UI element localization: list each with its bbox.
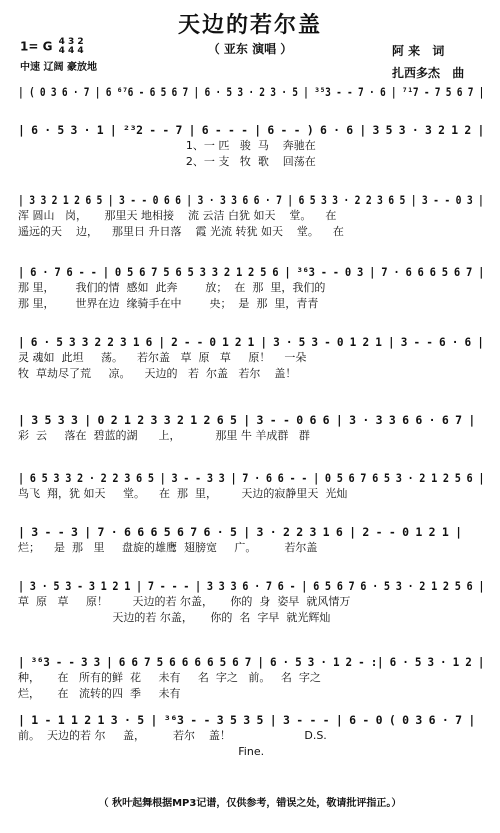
lyric-line: 彩 云 落在 碧蓝的湖 上， 那里 牛 羊成群 群 <box>18 429 310 442</box>
score-system <box>18 654 484 702</box>
score-system <box>18 122 484 170</box>
lyric-line: 牧 草劫尽了荒 凉。 天边的 若 尔盖 若尔 盖！ <box>18 367 297 380</box>
lyric-line: 前。 天边的若 尔 盖， 若尔 盖！ D.S. <box>18 729 327 742</box>
key-label: 1= G <box>20 39 53 54</box>
score-system <box>18 712 484 760</box>
lyric-line: 烂， 在 流转的四 季 未有 <box>18 687 181 700</box>
score-system <box>18 192 484 240</box>
composer-credit <box>392 62 464 84</box>
time-signature-top: 4 3 2 <box>58 37 84 47</box>
lyric-line: 草 原 草 原！ 天边的若 尔盖， 你的 身 姿早 就风情万 <box>18 595 351 608</box>
score-system <box>18 84 484 100</box>
lyricist-name: 阿 来 <box>392 44 421 58</box>
notation-line: | 6 · 5 3 3 2 2 3 1 6 | 2 - - 0 1 2 1 | 3 · 5 3 - 0 1 2 1 | 3 - - 6 · 6 | <box>18 335 484 349</box>
notation-line: | ( 0 3 6 · 7 | 6 ⁶⁷6 - 6 5 6 7 | 6 · 5 3 · 2 3 · 5 | ³⁵3 - - 7 · 6 | ⁷¹7 - 7 5 6 7 | <box>18 85 485 99</box>
lyric-line: Fine. <box>18 745 265 758</box>
score-system <box>18 524 484 556</box>
notation-line: | ³⁶3 - - 3 3 | 6 6 7 5 6 6 6 6 5 6 7 | 6 · 5 3 · 1 2 - :| 6 · 5 3 · 1 2 | <box>18 655 485 669</box>
notation-line: | 3 - - 3 | 7 · 6 6 6 5 6 7 6 · 5 | 3 · 2 2 3 1 6 | 2 - - 0 1 2 1 | <box>18 525 462 539</box>
score-system <box>18 412 484 444</box>
lyric-line: 天边的若 尔盖， 你的 名 字早 就光辉灿 <box>18 611 331 624</box>
tempo-marking: 中速 辽阔 豪放地 <box>20 62 97 73</box>
lyric-line: 种， 在 所有的鲜 花 未有 名 字之 前。 名 字之 <box>18 671 321 684</box>
lyric-line: 鸟飞 翔，犹 如天 堂。 在 那 里， 天边的寂静里天 光灿 <box>18 487 348 500</box>
lyric-line: 那 里， 世界在边 缘骑手在中 央； 是 那 里，青青 <box>18 297 319 310</box>
notation-line: | 6 · 5 3 · 1 | ²³2 - - 7 | 6 - - - | 6 - - ) 6 · 6 | 3 5 3 · 3 2 1 2 | <box>18 123 485 137</box>
score-system <box>18 470 484 502</box>
credits <box>392 40 464 84</box>
performer-subtitle: （ 亚东 演唱 ） <box>207 42 293 56</box>
score-system <box>18 264 484 312</box>
notation-line: | 3 · 5 3 - 3 1 2 1 | 7 - - - | 3 3 3 6 · 7 6 - | 6 5 6 7 6 · 5 3 · 2 1 2 5 6 | <box>18 579 485 593</box>
lyric-line: 遥远的天 边， 那里日 升日落 霞 光流 转犹 如天 堂。 在 <box>18 225 344 238</box>
composer-name: 扎西多杰 <box>392 66 441 80</box>
lyric-line: 2、一 支 牧 歌 回荡在 <box>18 155 316 168</box>
notation-line: | 6 · 7 6 - - | 0 5 6 7 5 6 5 3 3 2 1 2 5 6 | ³⁶3 - - 0 3 | 7 · 6 6 6 5 6 7 | <box>18 265 485 279</box>
lyric-line: 1、一 匹 骏 马 奔驰在 <box>18 139 316 152</box>
lyric-line: 浑 圆山 岗， 那里天 地相接 流 云洁 白犹 如天 堂。 在 <box>18 209 337 222</box>
time-signature-bottom: 4 4 4 <box>58 46 84 56</box>
score-system <box>18 334 484 382</box>
score-system <box>18 578 484 626</box>
lyricist-role: 词 <box>432 44 445 58</box>
notation-line: | 6 5 3 3 2 · 2 2 3 6 5 | 3 - - 3 3 | 7 · 6 6 - - | 0 5 6 7 6 5 3 · 2 1 2 5 6 | <box>18 471 485 485</box>
transcription-footnote: （ 秋叶起舞根据MP3记谱，仅供参考，错误之处，敬请批评指正。） <box>98 798 402 809</box>
notation-line: | 1 - 1 1 2 1 3 · 5 | ³⁶3 - - 3 5 3 5 | 3 - - - | 6 - 0 ( 0 3 6 · 7 | <box>18 713 476 727</box>
notation-line: | 3 5 3 3 | 0 2 1 2 3 3 2 1 2 6 5 | 3 - - 0 6 6 | 3 · 3 3 6 6 · 6 7 | <box>18 413 476 427</box>
lyric-line: 烂； 是 那 里 盘旋的雄鹰 翅膀宽 广。 若尔盖 <box>18 541 318 554</box>
lyricist-credit <box>392 40 464 62</box>
lyric-line: 灵 魂如 此坦 荡。 若尔盖 草 原 草 原！ 一朵 <box>18 351 307 364</box>
song-title: 天边的若尔盖 <box>177 13 322 38</box>
composer-role: 曲 <box>452 66 465 80</box>
key-signature <box>20 38 84 56</box>
time-signature <box>59 38 84 56</box>
lyric-line: 那 里， 我们的情 感如 此奔 放； 在 那 里，我们的 <box>18 281 326 294</box>
notation-line: | 3 3 2 1 2 6 5 | 3 - - 0 6 6 | 3 · 3 3 6 6 · 7 | 6 5 3 3 · 2 2 3 6 5 | 3 - - 0 3 | <box>18 193 484 207</box>
